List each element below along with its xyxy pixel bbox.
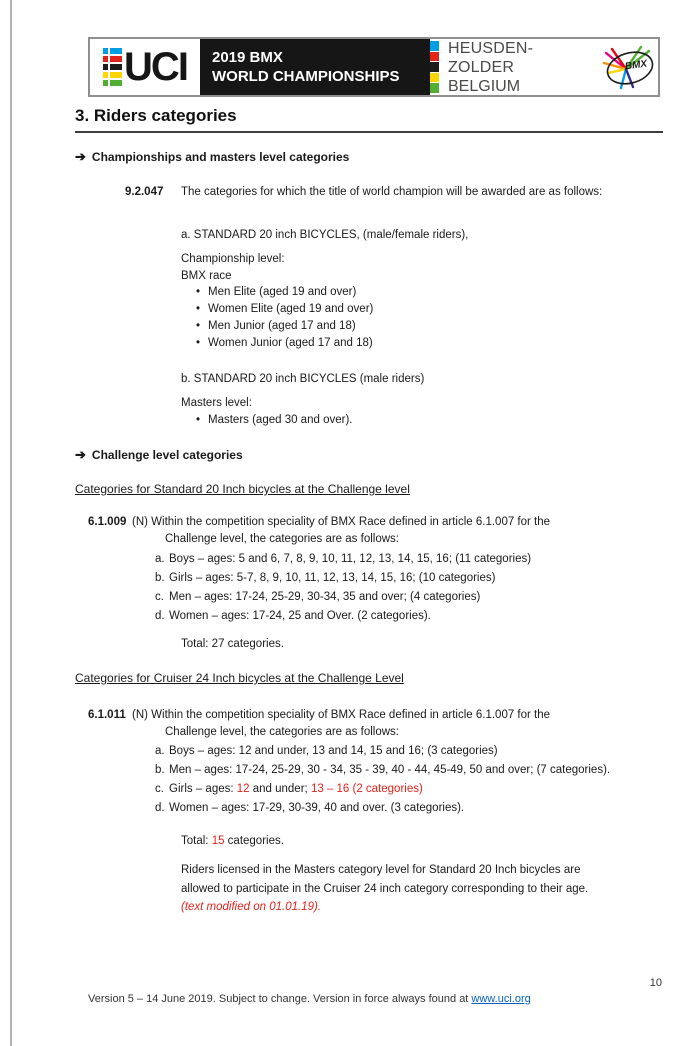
item-text-red: 12 [236, 783, 250, 795]
category-item-women [155, 608, 431, 624]
event-title-line2: WORLD CHAMPIONSHIPS [212, 68, 400, 85]
heading-label: Challenge level categories [91, 448, 243, 462]
text-modified-note: (text modified on 01.01.19). [181, 901, 321, 913]
location-country: BELGIUM [448, 77, 521, 95]
location-city: HEUSDEN-ZOLDER [448, 39, 534, 76]
event-title-box [200, 39, 430, 95]
article-6-1-009-intro2: Challenge level, the categories are as follows: [165, 533, 399, 545]
event-location [439, 39, 596, 95]
bmx-event-logo-icon [596, 39, 658, 95]
item-marker: b. [155, 572, 165, 584]
footer-label: Version 5 – 14 June 2019. Subject to change. Version in force always found at [88, 993, 472, 1005]
item-marker: c. [155, 783, 164, 795]
total-27-categories: Total: 27 categories. [181, 638, 284, 650]
bullet-label: Men Junior (aged 17 and 18) [208, 320, 356, 332]
title-rule [75, 131, 663, 133]
category-item-men [155, 589, 480, 605]
standard-20inch-male: b. STANDARD 20 inch BICYCLES (male riders) [181, 373, 425, 385]
item-text-red: 13 – 16 (2 categories) [310, 783, 423, 795]
cruiser-item-men [155, 762, 610, 778]
article-6-1-009-intro1: (N) Within the competition speciality of BMX Race defined in article 6.1.007 for the [132, 516, 551, 528]
item-text: Boys – ages: 5 and 6, 7, 8, 9, 10, 11, 12, 13, 14, 15, 16; (11 categories) [169, 553, 532, 565]
page-edge-line [10, 0, 12, 1046]
uci-logo [90, 39, 200, 95]
bullet-icon: • [196, 337, 201, 349]
bullet-women-elite [196, 301, 373, 317]
footer-version-text [88, 993, 531, 1005]
page-title: 3. Riders categories [75, 106, 237, 125]
cruiser-item-girls [155, 781, 423, 797]
rainbow-separator-icon [430, 39, 439, 95]
masters-level-label: Masters level: [181, 397, 252, 409]
subheading-cruiser-24inch: Categories for Cruiser 24 Inch bicycles at the Challenge Level [75, 671, 404, 685]
total-15-categories [181, 833, 284, 849]
bullet-label: Women Elite (aged 19 and over) [208, 303, 374, 315]
uci-website-link[interactable]: www.uci.org [471, 993, 531, 1005]
item-text: and under; [249, 783, 311, 795]
bullet-men-elite [196, 284, 356, 300]
heading-challenge-level [75, 447, 243, 463]
item-text: Girls – ages: [169, 783, 237, 795]
subheading-standard-20inch: Categories for Standard 20 Inch bicycles at the Challenge level [75, 482, 410, 496]
bullet-icon: • [196, 286, 201, 298]
total-value-red: 15 [211, 835, 225, 847]
bullet-icon: • [196, 303, 201, 315]
item-marker: d. [155, 610, 165, 622]
page-number: 10 [649, 977, 662, 989]
bullet-label: Women Junior (aged 17 and 18) [208, 337, 373, 349]
category-item-boys [155, 551, 531, 567]
uci-logo-text: UCI [124, 45, 187, 89]
article-number-6-1-009: 6.1.009 [88, 516, 127, 528]
article-number-9-2-047: 9.2.047 [125, 186, 164, 198]
arrow-icon: ➔ [75, 447, 86, 462]
item-text: Men – ages: 17-24, 25-29, 30-34, 35 and over; (4 categories) [169, 591, 481, 603]
bullet-men-junior [196, 318, 356, 334]
championship-level-label: Championship level: [181, 253, 285, 265]
bullet-women-junior [196, 335, 373, 351]
bullet-label: Masters (aged 30 and over). [208, 414, 353, 426]
item-text: Girls – ages: 5-7, 8, 9, 10, 11, 12, 13, 14, 15, 16; (10 categories) [169, 572, 496, 584]
header-banner [88, 37, 660, 97]
event-title-line1: 2019 BMX [212, 49, 283, 66]
heading-label: Championships and masters level categories [91, 150, 350, 164]
total-label: Total: [181, 835, 212, 847]
item-marker: a. [155, 745, 165, 757]
arrow-icon: ➔ [75, 149, 86, 164]
masters-note-line1: Riders licensed in the Masters category level for Standard 20 Inch bicycles are [181, 864, 581, 876]
bullet-label: Men Elite (aged 19 and over) [208, 286, 357, 298]
total-suffix: categories. [224, 835, 284, 847]
item-text: Men – ages: 17-24, 25-29, 30 - 34, 35 - 39, 40 - 44, 45-49, 50 and over; (7 categories). [169, 764, 611, 776]
masters-note-line2: allowed to participate in the Cruiser 24 inch category corresponding to their age. [181, 883, 589, 895]
item-marker: b. [155, 764, 165, 776]
item-text: Women – ages: 17-29, 30-39, 40 and over. (3 categories). [169, 802, 465, 814]
uci-rainbow-icon [103, 48, 122, 86]
bullet-icon: • [196, 320, 201, 332]
item-text: Boys – ages: 12 and under, 13 and 14, 15 and 16; (3 categories) [169, 745, 498, 757]
cruiser-item-women [155, 800, 464, 816]
standard-20inch-male-female: a. STANDARD 20 inch BICYCLES, (male/female riders), [181, 229, 469, 241]
item-marker: d. [155, 802, 165, 814]
item-marker: a. [155, 553, 165, 565]
heading-championships-masters [75, 149, 349, 165]
bullet-icon: • [196, 414, 201, 426]
article-text-9-2-047: The categories for which the title of world champion will be awarded are as follows: [181, 186, 603, 198]
bmx-race-label: BMX race [181, 270, 232, 282]
item-text: Women – ages: 17-24, 25 and Over. (2 categories). [169, 610, 431, 622]
cruiser-item-boys [155, 743, 498, 759]
article-6-1-011-intro2: Challenge level, the categories are as follows: [165, 726, 399, 738]
category-item-girls [155, 570, 495, 586]
article-6-1-011-intro1: (N) Within the competition speciality of BMX Race defined in article 6.1.007 for the [132, 709, 551, 721]
item-marker: c. [155, 591, 164, 603]
svg-text:BMX: BMX [624, 58, 648, 73]
bullet-masters [196, 412, 352, 428]
article-number-6-1-011: 6.1.011 [88, 709, 126, 721]
